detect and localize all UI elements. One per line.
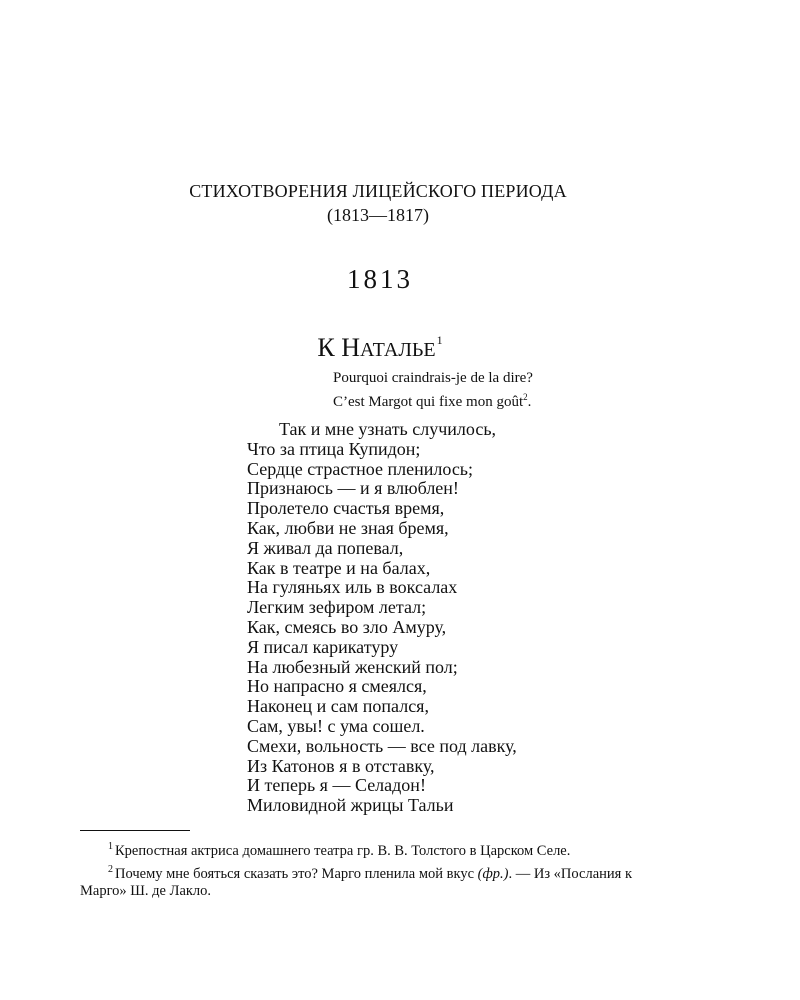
poem-line: Легким зефиром летал; [247, 597, 427, 618]
poem-line: Как в театре и на балах, [247, 557, 431, 578]
year-heading: 1813 [347, 264, 413, 294]
footnote-text: Почему мне бояться сказать это? Марго пленила мой вкус [115, 865, 478, 882]
poem-line: Как, любви не зная бремя, [247, 517, 449, 538]
epigraph-line: C’est Margot qui fixe mon goût$^2$. [333, 392, 532, 410]
footnote-1 [80, 838, 680, 861]
poem-title-footnote-ref: 1 [436, 333, 443, 347]
footnote-2 [80, 861, 680, 901]
footnote-text: . — Из «Послания к Марго» Ш. де Лакло. [80, 865, 632, 899]
poem-title-rest: АТАЛЬЕ [360, 339, 436, 361]
poem-line: И теперь я — Селадон! [247, 775, 426, 796]
epigraph-line: Pourquoi craindrais-je de la dire? [333, 370, 533, 386]
poem-line: Сам, увы! с ума сошел. [247, 715, 425, 736]
poem-title-initial: К Н [317, 333, 360, 362]
epigraph-footnote-ref: 2 [523, 392, 528, 402]
poem-line: Смехи, вольность — все под лавку, [247, 735, 517, 756]
epigraph [333, 369, 533, 412]
poem-line: Так и мне узнать случилось, [279, 419, 497, 439]
footnote-language-note: (фр.) [477, 865, 509, 882]
poem-line: Что за птица Купидон; [247, 438, 421, 459]
footnote-number: 2 [108, 863, 113, 875]
footnote-text: Крепостная актриса домашнего театра гр. В. В. Толстого в Царском Селе. [115, 843, 571, 859]
poem-line: Как, смеясь во зло Амуру, [247, 616, 447, 637]
poem-title [0, 333, 760, 363]
poem-line: Пролетело счастья время, [247, 498, 445, 519]
poem-line: Я живал да попевал, [247, 537, 404, 558]
poem-line: На любезный женский пол; [247, 656, 458, 677]
poem-line: Наконец и сам попался, [247, 696, 429, 717]
footnote-divider [80, 830, 190, 831]
poem-line: Сердце страстное пленилось; [247, 458, 474, 479]
section-title: СТИХОТВОРЕНИЯ ЛИЦЕЙСКОГО ПЕРИОДА [189, 181, 567, 201]
section-years: (1813—1817) [327, 205, 429, 225]
poem-line: Из Катонов я в отставку, [247, 755, 435, 776]
poem-line: Миловидной жрицы Тальи [247, 795, 454, 816]
footnotes [80, 838, 680, 901]
poem-line: Но напрасно я смеялся, [247, 676, 427, 697]
footnote-number: 1 [108, 841, 113, 852]
poem-line: Признаюсь — и я влюблен! [247, 478, 459, 499]
poem-line: Я писал карикатуру [247, 636, 399, 657]
poem-line: На гуляньях иль в воксалах [247, 577, 458, 598]
poem-body [247, 420, 517, 816]
